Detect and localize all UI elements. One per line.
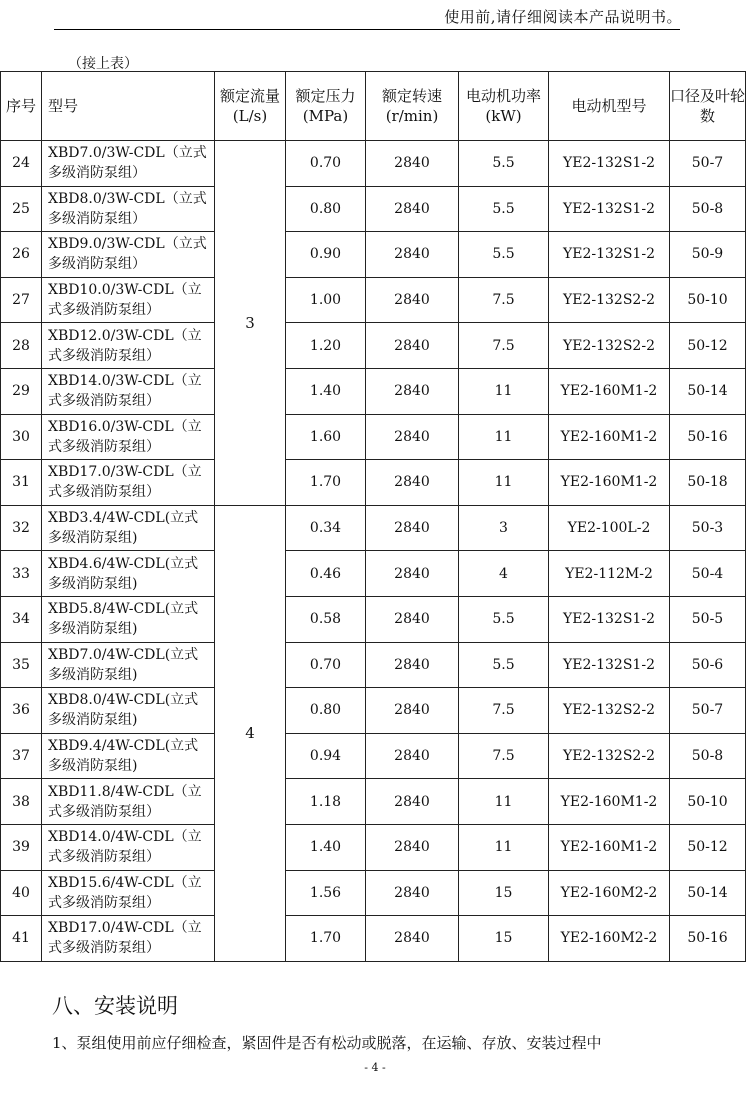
- cell-caliber: 50-14: [670, 368, 746, 414]
- cell-flow: 3: [215, 141, 286, 506]
- cell-motor: YE2-160M1-2: [549, 779, 670, 825]
- cell-pressure: 0.46: [286, 551, 366, 597]
- header-caliber: 口径及叶轮数: [670, 72, 746, 141]
- cell-power: 5.5: [459, 596, 549, 642]
- cell-speed: 2840: [366, 870, 459, 916]
- continued-label: （接上表）: [68, 56, 138, 72]
- cell-speed: 2840: [366, 141, 459, 187]
- cell-power: 3: [459, 505, 549, 551]
- header-rule: [54, 29, 680, 30]
- table-row: [1, 596, 746, 642]
- cell-no: 24: [1, 141, 42, 187]
- cell-speed: 2840: [366, 277, 459, 323]
- cell-pressure: 1.00: [286, 277, 366, 323]
- cell-power: 7.5: [459, 277, 549, 323]
- table-row: [1, 232, 746, 278]
- cell-model: XBD16.0/3W-CDL（立式多级消防泵组）: [42, 414, 215, 460]
- cell-pressure: 1.40: [286, 368, 366, 414]
- cell-motor: YE2-160M2-2: [549, 916, 670, 962]
- cell-model: XBD9.4/4W-CDL(立式多级消防泵组): [42, 733, 215, 779]
- table-row: [1, 277, 746, 323]
- cell-motor: YE2-160M2-2: [549, 870, 670, 916]
- cell-caliber: 50-9: [670, 232, 746, 278]
- cell-no: 34: [1, 596, 42, 642]
- cell-caliber: 50-5: [670, 596, 746, 642]
- cell-caliber: 50-6: [670, 642, 746, 688]
- table-row: [1, 642, 746, 688]
- cell-power: 15: [459, 916, 549, 962]
- cell-pressure: 1.40: [286, 824, 366, 870]
- cell-no: 32: [1, 505, 42, 551]
- table-row: [1, 141, 746, 187]
- cell-no: 36: [1, 688, 42, 734]
- cell-motor: YE2-132S2-2: [549, 733, 670, 779]
- cell-speed: 2840: [366, 186, 459, 232]
- section-title: 八、安装说明: [52, 994, 178, 1018]
- table-row: [1, 414, 746, 460]
- cell-motor: YE2-112M-2: [549, 551, 670, 597]
- cell-caliber: 50-3: [670, 505, 746, 551]
- cell-pressure: 0.70: [286, 141, 366, 187]
- cell-no: 26: [1, 232, 42, 278]
- header-power: 电动机功率(kW): [459, 72, 549, 141]
- cell-caliber: 50-10: [670, 779, 746, 825]
- cell-no: 27: [1, 277, 42, 323]
- cell-power: 7.5: [459, 688, 549, 734]
- cell-caliber: 50-8: [670, 186, 746, 232]
- cell-motor: YE2-132S2-2: [549, 277, 670, 323]
- cell-pressure: 1.56: [286, 870, 366, 916]
- header-note: 使用前,请仔细阅读本产品说明书。: [444, 8, 682, 26]
- cell-model: XBD8.0/3W-CDL（立式多级消防泵组）: [42, 186, 215, 232]
- cell-model: XBD4.6/4W-CDL(立式多级消防泵组): [42, 551, 215, 597]
- header-model: 型号: [42, 72, 215, 141]
- cell-model: XBD3.4/4W-CDL(立式多级消防泵组): [42, 505, 215, 551]
- cell-pressure: 0.34: [286, 505, 366, 551]
- cell-power: 5.5: [459, 642, 549, 688]
- header-flow: 额定流量(L/s): [215, 72, 286, 141]
- cell-no: 33: [1, 551, 42, 597]
- cell-no: 38: [1, 779, 42, 825]
- table-row: [1, 688, 746, 734]
- table-body: [1, 141, 746, 962]
- cell-power: 5.5: [459, 141, 549, 187]
- cell-power: 7.5: [459, 733, 549, 779]
- cell-motor: YE2-132S2-2: [549, 688, 670, 734]
- cell-flow: 4: [215, 505, 286, 961]
- cell-power: 5.5: [459, 186, 549, 232]
- cell-caliber: 50-4: [670, 551, 746, 597]
- cell-caliber: 50-7: [670, 688, 746, 734]
- cell-power: 7.5: [459, 323, 549, 369]
- cell-speed: 2840: [366, 460, 459, 506]
- table-row: [1, 916, 746, 962]
- cell-model: XBD14.0/3W-CDL（立式多级消防泵组）: [42, 368, 215, 414]
- cell-caliber: 50-18: [670, 460, 746, 506]
- cell-no: 31: [1, 460, 42, 506]
- cell-model: XBD17.0/4W-CDL（立式多级消防泵组）: [42, 916, 215, 962]
- cell-no: 41: [1, 916, 42, 962]
- cell-caliber: 50-7: [670, 141, 746, 187]
- cell-pressure: 0.90: [286, 232, 366, 278]
- cell-motor: YE2-160M1-2: [549, 368, 670, 414]
- cell-power: 11: [459, 824, 549, 870]
- table-row: [1, 323, 746, 369]
- table-row: [1, 186, 746, 232]
- cell-model: XBD15.6/4W-CDL（立式多级消防泵组）: [42, 870, 215, 916]
- cell-power: 11: [459, 368, 549, 414]
- cell-pressure: 1.18: [286, 779, 366, 825]
- cell-power: 11: [459, 779, 549, 825]
- cell-motor: YE2-100L-2: [549, 505, 670, 551]
- header-no: 序号: [1, 72, 42, 141]
- cell-power: 4: [459, 551, 549, 597]
- table-row: [1, 779, 746, 825]
- cell-speed: 2840: [366, 824, 459, 870]
- cell-power: 11: [459, 460, 549, 506]
- cell-pressure: 0.70: [286, 642, 366, 688]
- cell-no: 35: [1, 642, 42, 688]
- table-row: [1, 733, 746, 779]
- cell-motor: YE2-132S1-2: [549, 596, 670, 642]
- cell-model: XBD8.0/4W-CDL(立式多级消防泵组): [42, 688, 215, 734]
- cell-no: 29: [1, 368, 42, 414]
- cell-model: XBD17.0/3W-CDL（立式多级消防泵组）: [42, 460, 215, 506]
- cell-pressure: 0.58: [286, 596, 366, 642]
- cell-pressure: 1.70: [286, 460, 366, 506]
- cell-pressure: 0.94: [286, 733, 366, 779]
- cell-caliber: 50-12: [670, 824, 746, 870]
- cell-pressure: 1.60: [286, 414, 366, 460]
- table-row: [1, 505, 746, 551]
- cell-no: 37: [1, 733, 42, 779]
- cell-motor: YE2-132S1-2: [549, 186, 670, 232]
- cell-speed: 2840: [366, 733, 459, 779]
- cell-motor: YE2-132S1-2: [549, 141, 670, 187]
- cell-no: 39: [1, 824, 42, 870]
- section-paragraph: 1、泵组使用前应仔细检查，紧固件是否有松动或脱落，在运输、存放、安装过程中: [52, 1034, 602, 1052]
- cell-model: XBD5.8/4W-CDL(立式多级消防泵组): [42, 596, 215, 642]
- cell-power: 15: [459, 870, 549, 916]
- cell-model: XBD14.0/4W-CDL（立式多级消防泵组）: [42, 824, 215, 870]
- header-pressure: 额定压力(MPa): [286, 72, 366, 141]
- cell-speed: 2840: [366, 232, 459, 278]
- cell-model: XBD12.0/3W-CDL（立式多级消防泵组）: [42, 323, 215, 369]
- cell-speed: 2840: [366, 323, 459, 369]
- table-header-row: [1, 72, 746, 141]
- cell-speed: 2840: [366, 414, 459, 460]
- cell-motor: YE2-132S1-2: [549, 232, 670, 278]
- cell-caliber: 50-10: [670, 277, 746, 323]
- cell-motor: YE2-132S2-2: [549, 323, 670, 369]
- cell-model: XBD7.0/4W-CDL(立式多级消防泵组): [42, 642, 215, 688]
- cell-caliber: 50-12: [670, 323, 746, 369]
- cell-pressure: 0.80: [286, 688, 366, 734]
- cell-speed: 2840: [366, 368, 459, 414]
- cell-speed: 2840: [366, 596, 459, 642]
- cell-model: XBD10.0/3W-CDL（立式多级消防泵组）: [42, 277, 215, 323]
- cell-no: 30: [1, 414, 42, 460]
- cell-motor: YE2-160M1-2: [549, 824, 670, 870]
- cell-caliber: 50-16: [670, 414, 746, 460]
- cell-caliber: 50-8: [670, 733, 746, 779]
- header-motor: 电动机型号: [549, 72, 670, 141]
- cell-no: 25: [1, 186, 42, 232]
- cell-power: 11: [459, 414, 549, 460]
- header-speed: 额定转速(r/min): [366, 72, 459, 141]
- table-row: [1, 551, 746, 597]
- cell-motor: YE2-160M1-2: [549, 460, 670, 506]
- cell-pressure: 1.70: [286, 916, 366, 962]
- cell-model: XBD9.0/3W-CDL（立式多级消防泵组）: [42, 232, 215, 278]
- cell-speed: 2840: [366, 505, 459, 551]
- cell-speed: 2840: [366, 779, 459, 825]
- table-row: [1, 870, 746, 916]
- cell-caliber: 50-14: [670, 870, 746, 916]
- cell-no: 40: [1, 870, 42, 916]
- table-row: [1, 368, 746, 414]
- cell-power: 5.5: [459, 232, 549, 278]
- table-row: [1, 824, 746, 870]
- cell-motor: YE2-160M1-2: [549, 414, 670, 460]
- cell-no: 28: [1, 323, 42, 369]
- cell-motor: YE2-132S1-2: [549, 642, 670, 688]
- cell-pressure: 0.80: [286, 186, 366, 232]
- cell-pressure: 1.20: [286, 323, 366, 369]
- cell-model: XBD11.8/4W-CDL（立式多级消防泵组）: [42, 779, 215, 825]
- cell-speed: 2840: [366, 916, 459, 962]
- cell-speed: 2840: [366, 642, 459, 688]
- cell-speed: 2840: [366, 551, 459, 597]
- cell-speed: 2840: [366, 688, 459, 734]
- cell-caliber: 50-16: [670, 916, 746, 962]
- page-number: - 4 -: [364, 1061, 386, 1074]
- cell-model: XBD7.0/3W-CDL（立式多级消防泵组）: [42, 141, 215, 187]
- pump-spec-table: [0, 71, 746, 962]
- table-row: [1, 460, 746, 506]
